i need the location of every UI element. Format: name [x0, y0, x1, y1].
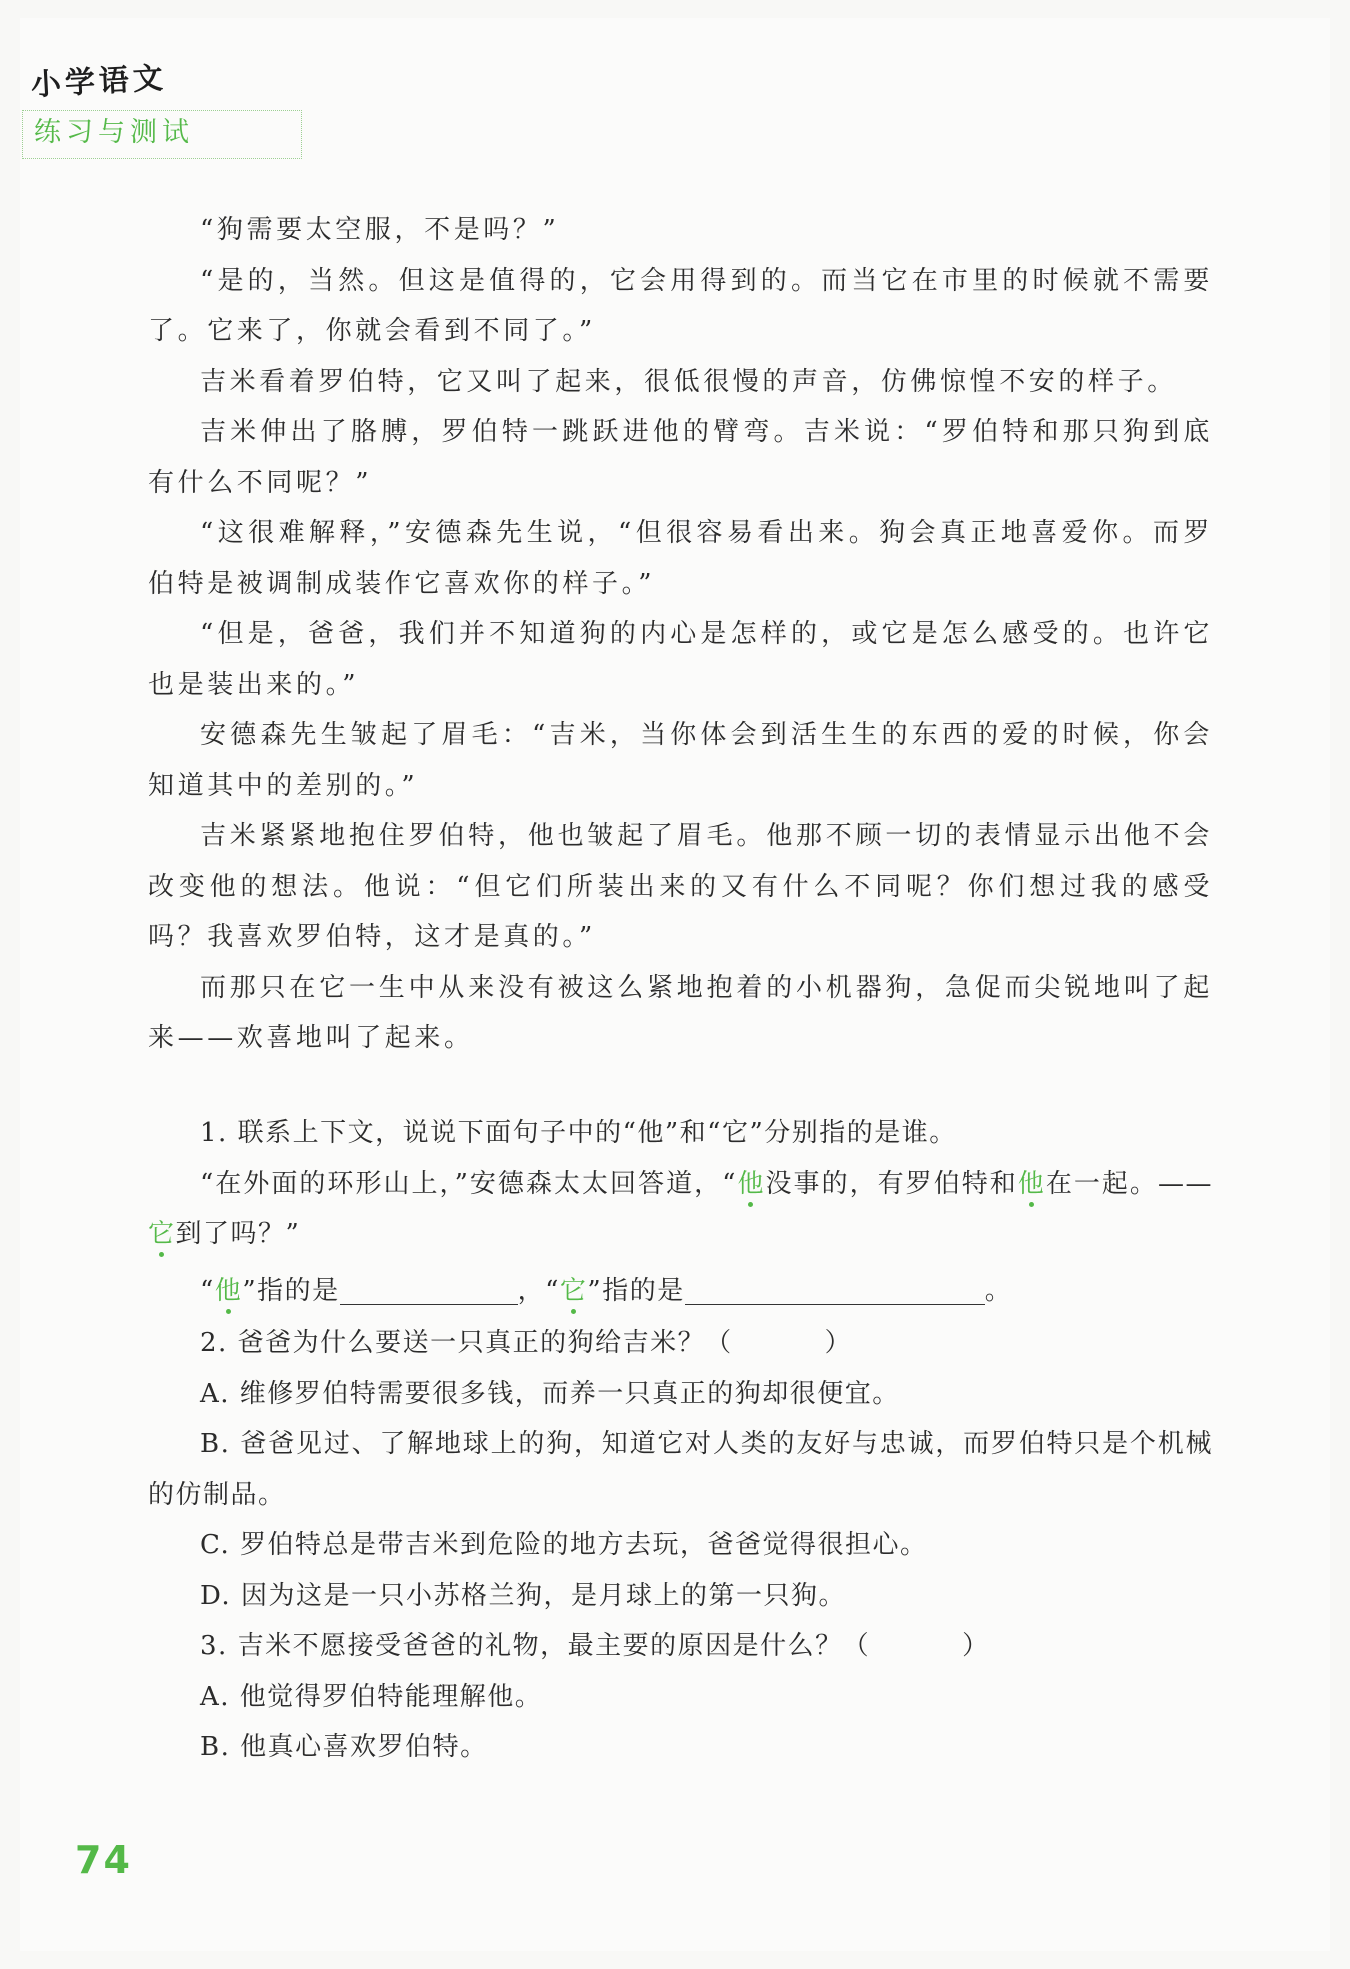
answer-end: 。: [984, 1275, 1013, 1306]
passage-paragraph: 而那只在它一生中从来没有被这么紧地抱着的小机器狗，急促而尖锐地叫了起来——欢喜地叫了起来。: [148, 972, 1213, 1053]
question-3-option: A. 他觉得罗伯特能理解他。: [200, 1681, 543, 1712]
book-header: [32, 60, 282, 153]
answer-blank-he[interactable]: [340, 1274, 518, 1305]
emphasized-he: 他: [736, 1168, 766, 1199]
question-text: 2. 爸爸为什么要送一只真正的狗给吉米？（: [200, 1328, 733, 1358]
book-title: 小学语文: [30, 60, 168, 104]
bracket-close: ）: [962, 1631, 990, 1661]
question-1-quote: [148, 1159, 1213, 1260]
passage-paragraph: 吉米看着罗伯特，它又叫了起来，很低很慢的声音，仿佛惊惶不安的样子。: [200, 366, 1177, 397]
passage-paragraph: 吉米伸出了胳膊，罗伯特一跳跃进他的臂弯。吉米说：“罗伯特和那只狗到底有什么不同呢？”: [148, 417, 1213, 498]
exercise-questions: [148, 1108, 1213, 1773]
book-subtitle: 练习与测试: [32, 108, 282, 153]
page-number: 74: [75, 1838, 132, 1882]
question-2-option: A. 维修罗伯特需要很多钱，而养一只真正的狗却很便宜。: [200, 1378, 900, 1409]
quote-text: 在一起。——: [1045, 1168, 1213, 1199]
answer-label: ”指的是: [242, 1275, 340, 1306]
emphasized-he: 他: [1017, 1168, 1046, 1199]
passage-paragraph: “狗需要太空服，不是吗？”: [200, 215, 560, 245]
answer-blank-it[interactable]: [685, 1274, 985, 1305]
question-2-prompt: [148, 1318, 1213, 1369]
question-2-option: D. 因为这是一只小苏格兰狗，是月球上的第一只狗。: [200, 1580, 846, 1611]
bracket-close: ）: [824, 1328, 853, 1358]
passage-paragraph: “但是，爸爸，我们并不知道狗的内心是怎样的，或它是怎么感受的。也许它也是装出来的。”: [148, 619, 1213, 700]
emphasized-he: 他: [214, 1275, 243, 1306]
passage-paragraph: 安德森先生皱起了眉毛：“吉米，当你体会到活生生的东西的爱的时候，你会知道其中的差别的。”: [148, 720, 1213, 801]
question-3-option: B. 他真心喜欢罗伯特。: [200, 1732, 488, 1762]
quote-text: 到了吗？”: [175, 1219, 301, 1249]
emphasized-it: 它: [148, 1219, 176, 1249]
answer-separator: ，“: [517, 1275, 560, 1306]
passage-paragraph: “是的，当然。但这是值得的，它会用得到的。而当它在市里的时候就不需要了。它来了，你就会看到不同了。”: [148, 265, 1213, 346]
reading-passage: [148, 205, 1213, 1064]
question-1-answer: [148, 1266, 1213, 1317]
question-3-prompt: [148, 1621, 1213, 1672]
passage-paragraph: “这很难解释，”安德森先生说，“但很容易看出来。狗会真正地喜爱你。而罗伯特是被调制成装作它喜欢你的样子。”: [148, 518, 1213, 599]
question-2-option: B. 爸爸见过、了解地球上的狗，知道它对人类的友好与忠诚，而罗伯特只是个机械的仿制品。: [148, 1429, 1213, 1510]
emphasized-it: 它: [559, 1275, 588, 1306]
quote-mark: “: [200, 1275, 215, 1306]
quote-text: “在外面的环形山上，”安德森太太回答道，“: [200, 1168, 737, 1199]
question-text: 3. 吉米不愿接受爸爸的礼物，最主要的原因是什么？（: [200, 1631, 871, 1661]
question-1-prompt: 1. 联系上下文，说说下面句子中的“他”和“它”分别指的是谁。: [200, 1118, 957, 1148]
answer-label: ”指的是: [587, 1275, 685, 1306]
question-2-option: C. 罗伯特总是带吉米到危险的地方去玩，爸爸觉得很担心。: [200, 1530, 928, 1560]
quote-text: 没事的，有罗伯特和: [765, 1168, 1018, 1199]
passage-paragraph: 吉米紧紧地抱住罗伯特，他也皱起了眉毛。他那不顾一切的表情显示出他不会改变他的想法。他说：“但它们所装出来的又有什么不同呢？你们想过我的感受吗？我喜欢罗伯特，这才是真的。”: [148, 821, 1213, 952]
